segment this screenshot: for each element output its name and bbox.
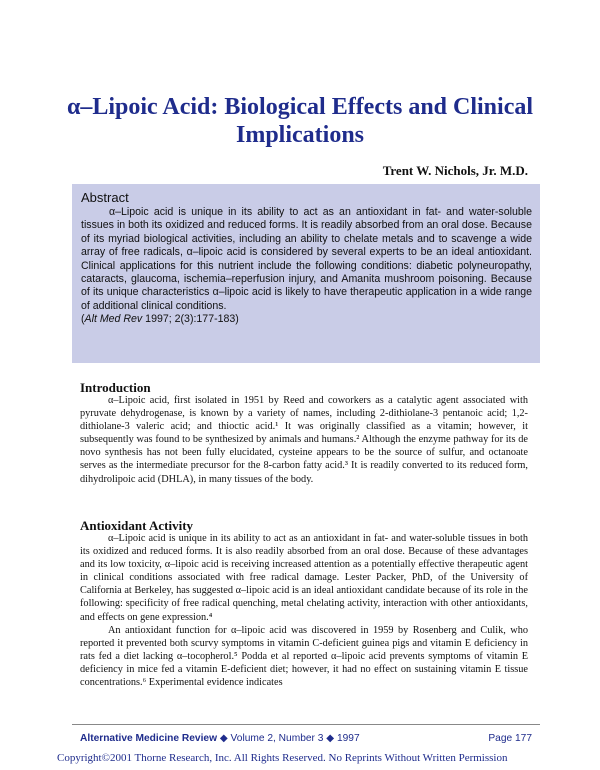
abstract-text: α–Lipoic acid is unique in its ability to act as an antioxidant in fat- and water-soluble tissues in both its oxidized and reduced forms. It is readily absorbed from an oral dose. Because of its myriad biological activities, including an ability to chelate metals and to scavenge a wide array of free radicals, α–lipoic acid is considered by several experts to be an ideal antioxidant. Clinical applications for this nutrient include the following conditions: diabetic polyneuropathy, cataracts, glaucoma, ischemia–reperfusion injury, and Amanita mushroom poisoning. Because of its unique characteristics α–lipoic acid is likely to have therapeutic application in a wide range of additional clinical conditions. [81,206,532,312]
footer-year: 1997 [336,733,360,744]
citation-open: ( [81,313,85,326]
citation-journal: Alt Med Rev [84,313,143,326]
antioxidant-paragraph: An antioxidant function for α–lipoic acid was discovered in 1959 by Rosenberg and Culik, who reported it prevented both scurvy symptoms in vitamin C-deficient guinea pigs and vitamin E deficiency in rats fed a diet lacking α–tocopherol.⁵ Podda et al reported α–lipoic acid prevents symptoms of vitamin E deficiency in mice fed a vitamin E-deficient diet; however, it had no effect on sustaining vitamin E tissue concentrations.⁶ Experimental evidence indicates [80,624,528,689]
page-number: Page 177 [488,733,532,744]
introduction-body [80,394,528,486]
introduction-heading: Introduction [80,380,151,395]
antioxidant-heading: Antioxidant Activity [80,518,194,533]
footer-volume: Volume 2, Number 3 [230,733,324,744]
antioxidant-paragraph: α–Lipoic acid is unique in its ability to act as an antioxidant in fat- and water-soluble tissues in both its oxidized and reduced forms. It is also readily absorbed from an oral dose. Because of these advantages and its low toxicity, α–lipoic acid is receiving increased attention as a potentially effective therapeutic agent in clinical conditions associated with free radical damage. Lester Packer, PhD, of the University of California at Berkeley, has suggested α–lipoic acid is an ideal antioxidant candidate because of its role in the following: specificity of free radical quenching, metal chelating activity, interaction with other antioxidants, and effects on gene expression.⁴ [80,533,528,623]
footer-divider [72,724,540,725]
abstract-heading: Abstract [81,190,129,205]
footer-journal-info [80,733,360,744]
footer-diamond-icon: ◆ [326,733,335,744]
author-name: Trent W. Nichols, Jr. M.D. [382,163,528,178]
abstract-citation [81,313,532,326]
copyright-notice: Copyright©2001 Thorne Research, Inc. All Rights Reserved. No Reprints Without Written Permission [57,752,508,764]
article-title: α–Lipoic Acid: Biological Effects and Clinical Implications [66,94,534,148]
introduction-paragraph: α–Lipoic acid, first isolated in 1951 by Reed and coworkers as a catalytic agent associated with pyruvate dehydrogenase, is known by a variety of names, including 2-dithiolane-3 pentanoic acid; 1,2-dithiolane-3 valeric acid; and thioctic acid.¹ It was originally classified as a vitamin; however, it subsequently was found to be synthesized by animals and humans.² Although the enzyme pathway for its de novo synthesis has not been fully elucidated, cysteine appears to be the source of sulfur, and octanoate serves as the intermediate precursor for the 8-carbon fatty acid.³ It is readily converted to its reduced form, dihydrolipoic acid (DHLA), in many tissues of the body. [80,395,528,485]
citation-details: 1997; 2(3):177-183) [142,313,239,326]
footer-journal: Alternative Medicine Review [80,733,218,744]
antioxidant-body [80,532,528,689]
abstract-box [72,184,540,363]
footer-diamond-icon: ◆ [219,733,228,744]
